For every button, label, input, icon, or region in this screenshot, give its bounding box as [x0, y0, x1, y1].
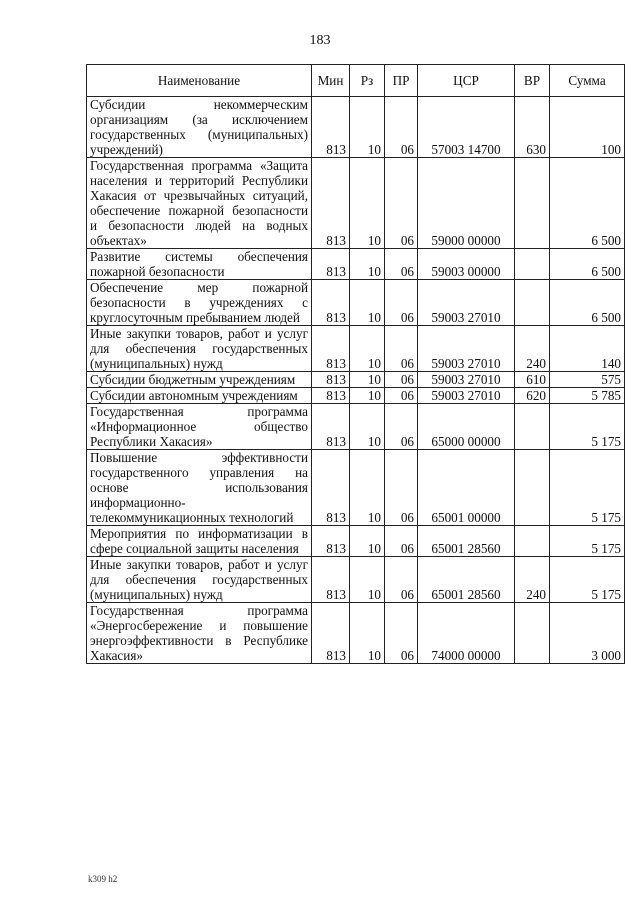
- cell-vr: [515, 603, 550, 664]
- cell-name: Государственная программа «Энергосбережение и повышение энергоэффективности в Республике Хакасия»: [87, 603, 312, 664]
- cell-min: 813: [312, 557, 350, 603]
- cell-sum: 5 785: [550, 388, 625, 404]
- cell-vr: 240: [515, 557, 550, 603]
- cell-sum: 5 175: [550, 450, 625, 526]
- table-row: [87, 526, 625, 557]
- cell-csr: 59003 00000: [418, 249, 515, 280]
- cell-vr: [515, 280, 550, 326]
- table-row: [87, 372, 625, 388]
- cell-csr: 59000 00000: [418, 158, 515, 249]
- cell-min: 813: [312, 372, 350, 388]
- cell-rz: 10: [350, 557, 385, 603]
- header-csr: ЦСР: [418, 65, 515, 97]
- cell-min: 813: [312, 249, 350, 280]
- budget-table: [86, 64, 625, 664]
- cell-sum: 6 500: [550, 158, 625, 249]
- cell-sum: 6 500: [550, 249, 625, 280]
- table-row: [87, 326, 625, 372]
- table-row: [87, 97, 625, 158]
- cell-rz: 10: [350, 326, 385, 372]
- cell-rz: 10: [350, 450, 385, 526]
- table-row: [87, 388, 625, 404]
- cell-rz: 10: [350, 249, 385, 280]
- cell-pr: 06: [385, 526, 418, 557]
- header-pr: ПР: [385, 65, 418, 97]
- cell-name: Повышение эффективности государственного управления на основе использования информационно-телекоммуникационных технологий: [87, 450, 312, 526]
- cell-rz: 10: [350, 372, 385, 388]
- table-row: [87, 249, 625, 280]
- cell-min: 813: [312, 280, 350, 326]
- cell-name: Иные закупки товаров, работ и услуг для обеспечения государственных (муниципальных) нужд: [87, 557, 312, 603]
- cell-name: Обеспечение мер пожарной безопасности в учреждениях с круглосуточным пребыванием людей: [87, 280, 312, 326]
- header-min: Мин: [312, 65, 350, 97]
- cell-pr: 06: [385, 603, 418, 664]
- table-body: [87, 97, 625, 664]
- cell-csr: 65001 28560: [418, 557, 515, 603]
- cell-csr: 57003 14700: [418, 97, 515, 158]
- cell-min: 813: [312, 526, 350, 557]
- cell-pr: 06: [385, 158, 418, 249]
- cell-vr: [515, 526, 550, 557]
- cell-rz: 10: [350, 526, 385, 557]
- cell-min: 813: [312, 450, 350, 526]
- cell-sum: 5 175: [550, 404, 625, 450]
- header-sum: Сумма: [550, 65, 625, 97]
- cell-name: Мероприятия по информатизации в сфере социальной защиты населения: [87, 526, 312, 557]
- cell-rz: 10: [350, 388, 385, 404]
- cell-csr: 74000 00000: [418, 603, 515, 664]
- cell-name: Субсидии бюджетным учреждениям: [87, 372, 312, 388]
- cell-name: Субсидии некоммерческим организациям (за исключением государственных (муниципальных) учреждений): [87, 97, 312, 158]
- cell-rz: 10: [350, 603, 385, 664]
- cell-min: 813: [312, 603, 350, 664]
- table-header-row: [87, 65, 625, 97]
- cell-sum: 3 000: [550, 603, 625, 664]
- cell-name: Государственная программа «Защита населения и территорий Республики Хакасия от чрезвычайных ситуаций, обеспечение пожарной безопасности и безопасности людей на водных объектах»: [87, 158, 312, 249]
- cell-name: Иные закупки товаров, работ и услуг для обеспечения государственных (муниципальных) нужд: [87, 326, 312, 372]
- header-vr: ВР: [515, 65, 550, 97]
- table-row: [87, 557, 625, 603]
- header-rz: Рз: [350, 65, 385, 97]
- cell-sum: 5 175: [550, 557, 625, 603]
- cell-rz: 10: [350, 97, 385, 158]
- page-number: 183: [309, 33, 331, 48]
- cell-sum: 5 175: [550, 526, 625, 557]
- cell-vr: [515, 158, 550, 249]
- cell-min: 813: [312, 388, 350, 404]
- cell-min: 813: [312, 97, 350, 158]
- cell-pr: 06: [385, 97, 418, 158]
- cell-vr: [515, 404, 550, 450]
- table-row: [87, 404, 625, 450]
- header-name: Наименование: [87, 65, 312, 97]
- cell-pr: 06: [385, 404, 418, 450]
- cell-sum: 100: [550, 97, 625, 158]
- table-row: [87, 603, 625, 664]
- cell-csr: 59003 27010: [418, 280, 515, 326]
- table-row: [87, 158, 625, 249]
- cell-name: Субсидии автономным учреждениям: [87, 388, 312, 404]
- cell-name: Развитие системы обеспечения пожарной безопасности: [87, 249, 312, 280]
- cell-sum: 575: [550, 372, 625, 388]
- cell-rz: 10: [350, 280, 385, 326]
- cell-csr: 59003 27010: [418, 372, 515, 388]
- cell-csr: 59003 27010: [418, 326, 515, 372]
- cell-vr: 240: [515, 326, 550, 372]
- cell-min: 813: [312, 326, 350, 372]
- cell-min: 813: [312, 158, 350, 249]
- cell-vr: [515, 450, 550, 526]
- cell-pr: 06: [385, 450, 418, 526]
- cell-rz: 10: [350, 158, 385, 249]
- cell-sum: 6 500: [550, 280, 625, 326]
- cell-csr: 65001 00000: [418, 450, 515, 526]
- cell-sum: 140: [550, 326, 625, 372]
- cell-pr: 06: [385, 326, 418, 372]
- footer-mark: k309 h2: [88, 874, 118, 884]
- cell-vr: 620: [515, 388, 550, 404]
- cell-csr: 65001 28560: [418, 526, 515, 557]
- cell-pr: 06: [385, 388, 418, 404]
- cell-pr: 06: [385, 557, 418, 603]
- cell-name: Государственная программа «Информационное общество Республики Хакасия»: [87, 404, 312, 450]
- cell-vr: 630: [515, 97, 550, 158]
- cell-vr: [515, 249, 550, 280]
- cell-vr: 610: [515, 372, 550, 388]
- table-row: [87, 280, 625, 326]
- cell-pr: 06: [385, 280, 418, 326]
- cell-pr: 06: [385, 249, 418, 280]
- table-row: [87, 450, 625, 526]
- cell-csr: 65000 00000: [418, 404, 515, 450]
- cell-min: 813: [312, 404, 350, 450]
- cell-csr: 59003 27010: [418, 388, 515, 404]
- cell-rz: 10: [350, 404, 385, 450]
- cell-pr: 06: [385, 372, 418, 388]
